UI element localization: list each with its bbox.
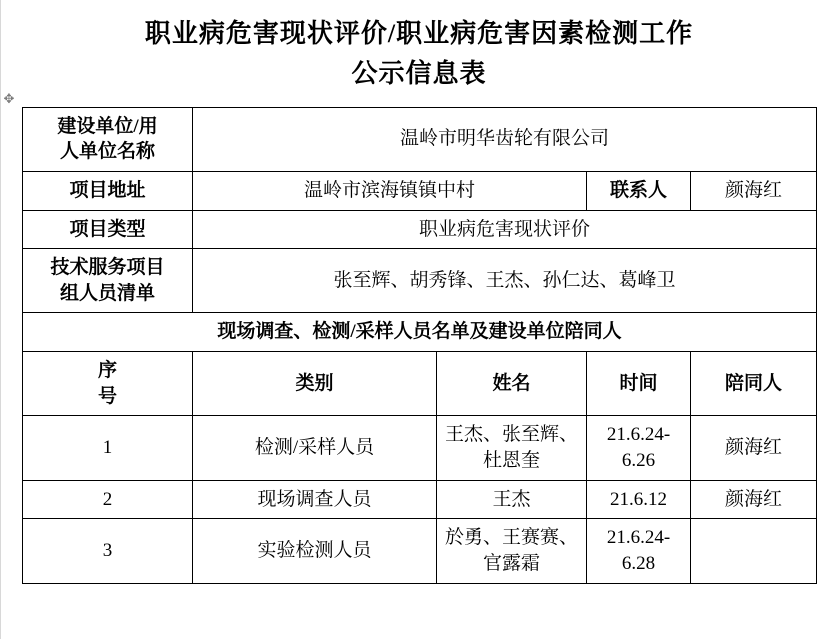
table-row-column-headers [23,352,817,416]
label-service-team-line2: 组人员清单 [59,282,155,304]
row-1-time: 21.6.24-6.26 [587,416,691,480]
value-project-address: 温岭市滨海镇镇中村 [193,171,587,210]
row-3-name [437,519,587,583]
table-row-section-header [23,313,817,352]
page-left-edge [0,0,1,639]
row-2-no: 2 [23,480,193,519]
column-header-no [23,352,193,416]
row-3-no: 3 [23,519,193,583]
title-line-1: 职业病危害现状评价/职业病危害因素检测工作 [144,19,694,48]
label-service-team-line1: 技术服务项目 [50,257,165,279]
move-handle-icon[interactable]: ✥ [3,91,15,106]
title-line-2: 公示信息表 [351,59,487,89]
column-header-time: 时间 [587,352,691,416]
value-unit-name: 温岭市明华齿轮有限公司 [193,107,817,171]
row-2-category: 现场调查人员 [193,480,437,519]
row-1-companion: 颜海红 [691,416,817,480]
info-table-wrapper [22,107,816,584]
row-3-time: 21.6.24-6.28 [587,519,691,583]
row-1-name [437,416,587,480]
table-row-unit [23,107,817,171]
row-2-companion: 颜海红 [691,480,817,519]
label-unit-name-line1: 建设单位/用 [57,115,158,137]
row-2-name: 王杰 [437,480,587,519]
value-project-type: 职业病危害现状评价 [193,210,817,249]
row-2-time: 21.6.12 [587,480,691,519]
column-header-name: 姓名 [437,352,587,416]
label-project-type: 项目类型 [23,210,193,249]
label-contact-person: 联系人 [587,171,691,210]
table-row [23,480,817,519]
column-header-category: 类别 [193,352,437,416]
label-project-address: 项目地址 [23,171,193,210]
public-notice-table [22,107,817,584]
column-header-no-line2: 号 [97,385,117,407]
document-title [0,0,838,95]
column-header-no-line1: 序 [97,360,117,382]
row-3-name-line1: 於勇、王赛赛、 [444,527,578,549]
row-1-name-line2: 杜恩奎 [482,450,540,471]
row-1-name-line1: 王杰、张至辉、 [444,424,578,446]
row-3-companion [691,519,817,583]
table-row-project-type [23,210,817,249]
column-header-companion: 陪同人 [691,352,817,416]
row-1-category: 检测/采样人员 [193,416,437,480]
table-row [23,519,817,583]
value-contact-person: 颜海红 [691,171,817,210]
label-unit-name-line2: 人单位名称 [59,141,155,163]
label-service-team [23,249,193,313]
table-row-team [23,249,817,313]
value-service-team: 张至辉、胡秀锋、王杰、孙仁达、葛峰卫 [193,249,817,313]
label-unit-name [23,107,193,171]
table-row [23,416,817,480]
row-3-name-line2: 官露霜 [482,552,540,574]
row-1-no: 1 [23,416,193,480]
row-3-category: 实验检测人员 [193,519,437,583]
table-row-address [23,171,817,210]
section-title-survey: 现场调查、检测/采样人员名单及建设单位陪同人 [23,313,817,352]
